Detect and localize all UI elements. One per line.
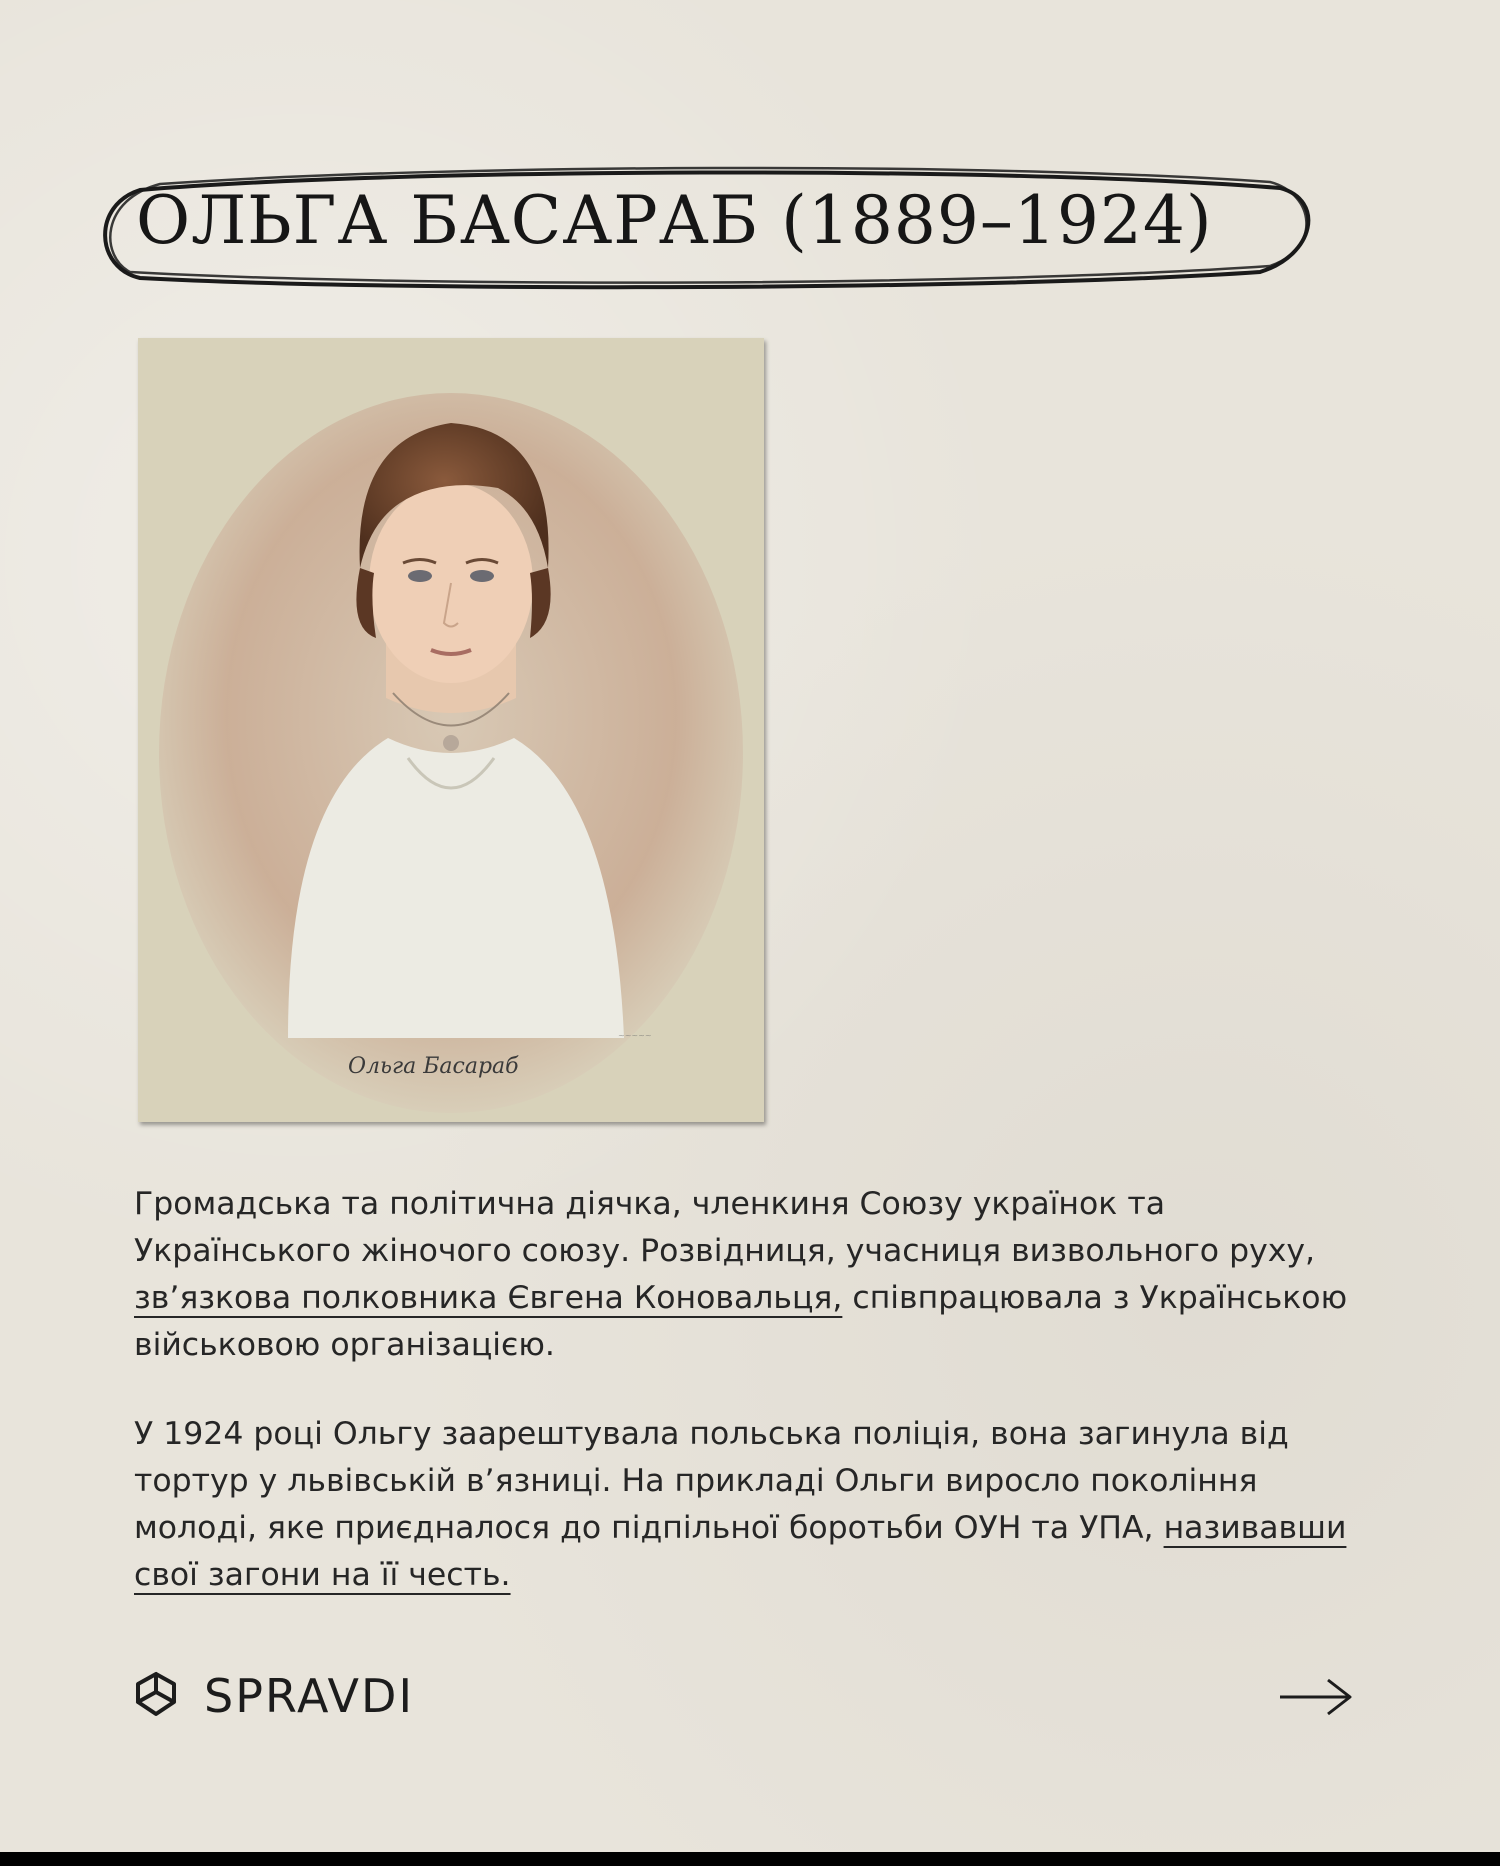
svg-text:~~~~~: ~~~~~ bbox=[618, 1031, 652, 1040]
brand bbox=[130, 1666, 414, 1726]
portrait-signature: Ольга Басараб bbox=[348, 1054, 519, 1079]
paragraph2-underlined: називавши свої загони на її честь. bbox=[134, 1510, 1347, 1593]
arrow-right-icon[interactable] bbox=[1276, 1672, 1356, 1722]
paragraph1-underlined: зв’язкова полковника Євгена Коновальця, bbox=[134, 1280, 843, 1316]
bottom-bar bbox=[0, 1852, 1500, 1866]
page-title: ОЛЬГА БАСАРАБ (1889–1924) bbox=[136, 182, 1213, 259]
paragraph1-text-after: співпрацювала з Українською військовою організацією. bbox=[134, 1280, 1348, 1363]
title-block bbox=[100, 160, 1315, 295]
paragraph1-text-before: Громадська та політична діячка, членкиня Союзу українок та Українського жіночого союзу. Розвідниця, учасниця визвольного руху, bbox=[134, 1186, 1316, 1269]
paragraph-biography bbox=[134, 1181, 1374, 1369]
brand-name: SPRAVDI bbox=[204, 1669, 415, 1723]
paragraph2-text-before: У 1924 році Ольгу заарештувала польська поліція, вона загинула від тортур у львівській в’язниці. На прикладі Ольги виросло покоління молоді, яке приєдналося до підпільної боротьби ОУН та УПА, bbox=[134, 1416, 1289, 1546]
portrait-image bbox=[138, 338, 764, 1122]
spravdi-logo-icon bbox=[130, 1670, 182, 1722]
paragraph-arrest bbox=[134, 1411, 1374, 1599]
